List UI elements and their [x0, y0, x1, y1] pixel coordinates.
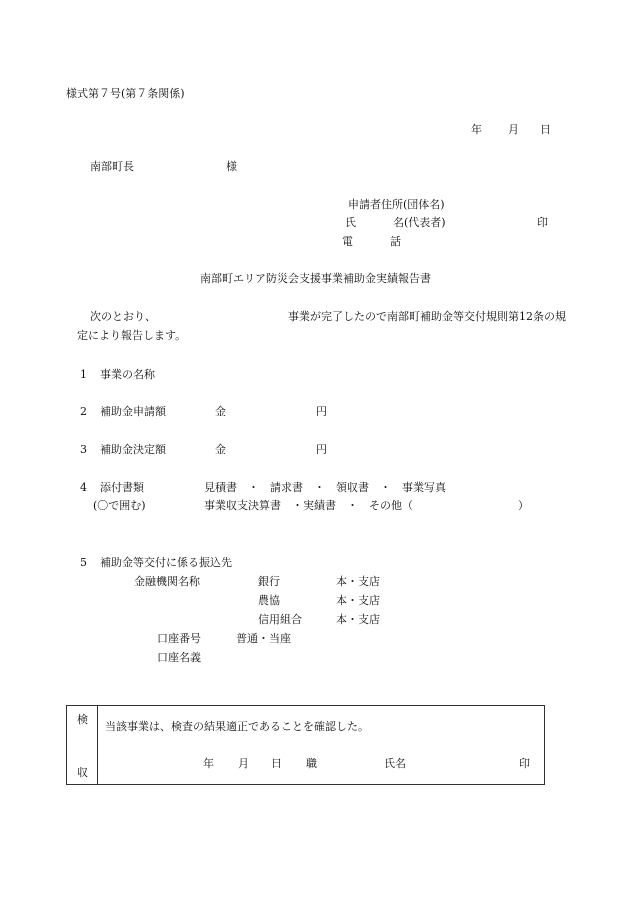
institution-label: 金融機関名称	[134, 575, 200, 588]
date-year: 年	[471, 123, 482, 136]
item-5-label: 補助金等交付に係る振込先	[100, 556, 232, 569]
inspection-name: 氏名	[384, 757, 406, 770]
item-2-yen: 円	[316, 405, 327, 418]
item-2-label: 補助金申請額	[100, 405, 166, 418]
item-4-label: 添付書類	[100, 481, 144, 494]
inspection-statement: 当該事業は、検査の結果適正であることを確認した。	[105, 720, 369, 733]
item-2-gold: 金	[215, 405, 226, 418]
item-5-number: 5	[80, 556, 87, 569]
applicant-name-label-1: 氏	[345, 216, 356, 229]
item-1-number: 1	[80, 368, 87, 381]
item-3-number: 3	[80, 443, 87, 456]
addressee-honorific: 様	[226, 160, 237, 173]
item-3-yen: 円	[316, 443, 327, 456]
applicant-phone-label-1: 電	[342, 235, 353, 248]
item-4-note: (〇で囲む)	[93, 499, 146, 512]
institution-branch-3: 本・支店	[336, 613, 380, 626]
item-4-close-paren: ）	[518, 499, 529, 512]
account-type: 普通・当座	[236, 632, 291, 645]
date-month: 月	[508, 123, 519, 136]
inspection-box	[66, 705, 545, 785]
item-2-number: 2	[80, 405, 87, 418]
intro-line-2: 定により報告します。	[77, 329, 187, 342]
account-number-label: 口座番号	[157, 632, 201, 645]
document-title: 南部町エリア防災会支援事業補助金実績報告書	[200, 272, 431, 285]
inspection-month: 月	[238, 757, 249, 770]
inspection-seal: 印	[519, 757, 530, 770]
intro-part-1: 次のとおり、	[90, 310, 156, 323]
inspection-divider	[97, 705, 98, 785]
inspection-label-top: 検	[77, 713, 88, 726]
inspection-position: 職	[306, 757, 317, 770]
applicant-address-label: 申請者住所(団体名)	[348, 198, 445, 211]
applicant-phone-label-2: 話	[390, 235, 401, 248]
applicant-seal: 印	[537, 216, 548, 229]
date-day: 日	[540, 123, 551, 136]
item-4-attachments-row-2: 事業収支決算書 ・実績書 ・ その他（	[204, 499, 413, 512]
inspection-year: 年	[203, 757, 214, 770]
account-name-label: 口座名義	[157, 651, 201, 664]
institution-branch-2: 本・支店	[336, 594, 380, 607]
item-4-number: 4	[80, 481, 87, 494]
institution-branch-1: 本・支店	[336, 575, 380, 588]
institution-bank: 銀行	[258, 575, 280, 588]
intro-part-2: 事業が完了したので南部町補助金等交付規則第12条の規	[288, 310, 566, 323]
institution-credit: 信用組合	[258, 613, 302, 626]
item-3-label: 補助金決定額	[100, 443, 166, 456]
institution-agri: 農協	[258, 594, 280, 607]
item-3-gold: 金	[215, 443, 226, 456]
item-1-label: 事業の名称	[100, 368, 155, 381]
addressee-name: 南部町長	[90, 160, 134, 173]
inspection-day: 日	[271, 757, 282, 770]
inspection-label-bottom: 収	[77, 766, 88, 779]
form-number: 様式第７号(第７条関係)	[66, 87, 185, 100]
item-4-attachments-row-1: 見積書 ・ 請求書 ・ 領収書 ・ 事業写真	[204, 481, 446, 494]
applicant-name-label-2: 名(代表者)	[393, 216, 446, 229]
